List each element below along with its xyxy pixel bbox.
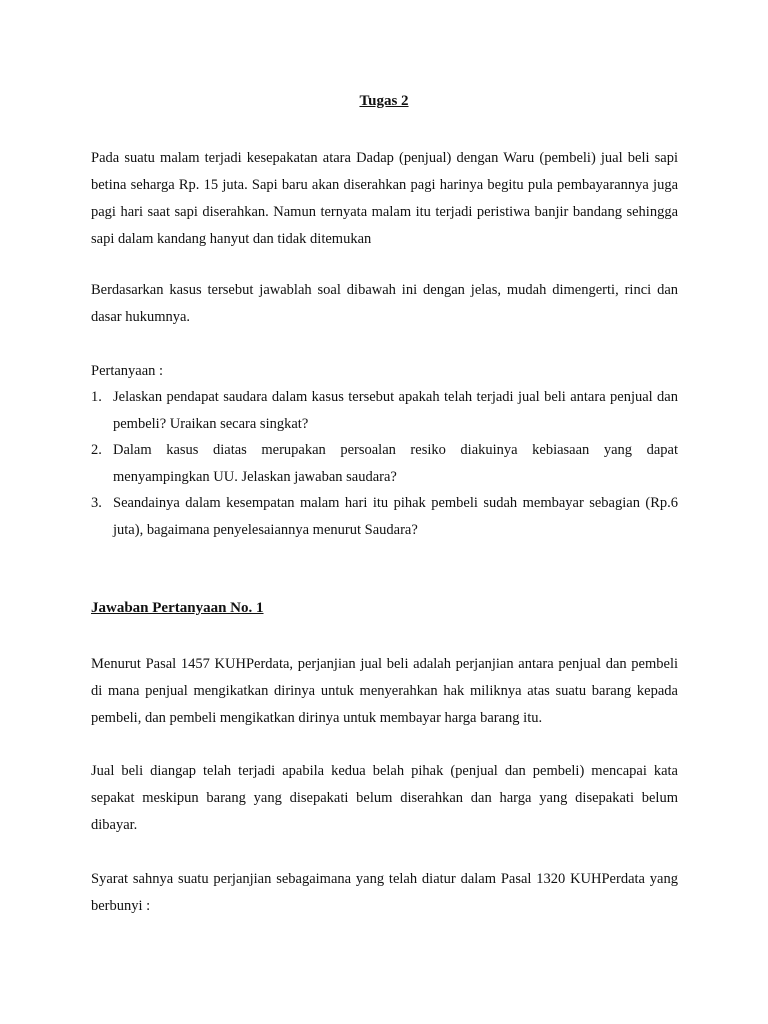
question-item xyxy=(91,437,678,490)
question-text: Dalam kasus diatas merupakan persoalan resiko diakuinya kebiasaan yang dapat menyampingkan UU. Jelaskan jawaban saudara? xyxy=(113,442,678,485)
question-text: Seandainya dalam kesempatan malam hari itu pihak pembeli sudah membayar sebagian (Rp.6 juta), bagaimana penyelesaiannya menurut Saudara? xyxy=(113,495,678,538)
instruction-paragraph: Berdasarkan kasus tersebut jawablah soal dibawah ini dengan jelas, mudah dimengerti, rinci dan dasar hukumnya. xyxy=(91,282,678,325)
answer-paragraph: Menurut Pasal 1457 KUHPerdata, perjanjian jual beli adalah perjanjian antara penjual dan pembeli di mana penjual mengikatkan dirinya untuk menyerahkan hak miliknya atas suatu barang kepada pembeli, dan pembeli mengikatkan dirinya untuk membayar harga barang itu. xyxy=(91,656,678,726)
question-text: Jelaskan pendapat saudara dalam kasus tersebut apakah telah terjadi jual beli antara penjual dan pembeli? Uraikan secara singkat? xyxy=(113,389,678,432)
questions-list xyxy=(91,384,678,543)
question-item xyxy=(91,490,678,543)
question-number: 1. xyxy=(91,389,102,405)
case-paragraph: Pada suatu malam terjadi kesepakatan atara Dadap (penjual) dengan Waru (pembeli) jual beli sapi betina seharga Rp. 15 juta. Sapi baru akan diserahkan pagi harinya begitu pula pembayarannya juga pagi hari saat sapi diserahkan. Namun ternyata malam itu terjadi peristiwa banjir bandang sehingga sapi dalam kandang hanyut dan tidak ditemukan xyxy=(91,150,678,247)
answer-paragraph: Jual beli diangap telah terjadi apabila kedua belah pihak (penjual dan pembeli) mencapai kata sepakat meskipun barang yang disepakati belum diserahkan dan harga yang disepakati belum dibayar. xyxy=(91,763,678,833)
answer-heading: Jawaban Pertanyaan No. 1 xyxy=(91,600,264,616)
question-number: 2. xyxy=(91,442,102,458)
questions-label: Pertanyaan : xyxy=(91,363,164,379)
document-title: Tugas 2 xyxy=(359,93,409,109)
question-item xyxy=(91,384,678,437)
question-number: 3. xyxy=(91,495,102,511)
answer-paragraph: Syarat sahnya suatu perjanjian sebagaimana yang telah diatur dalam Pasal 1320 KUHPerdata yang berbunyi : xyxy=(91,871,678,914)
